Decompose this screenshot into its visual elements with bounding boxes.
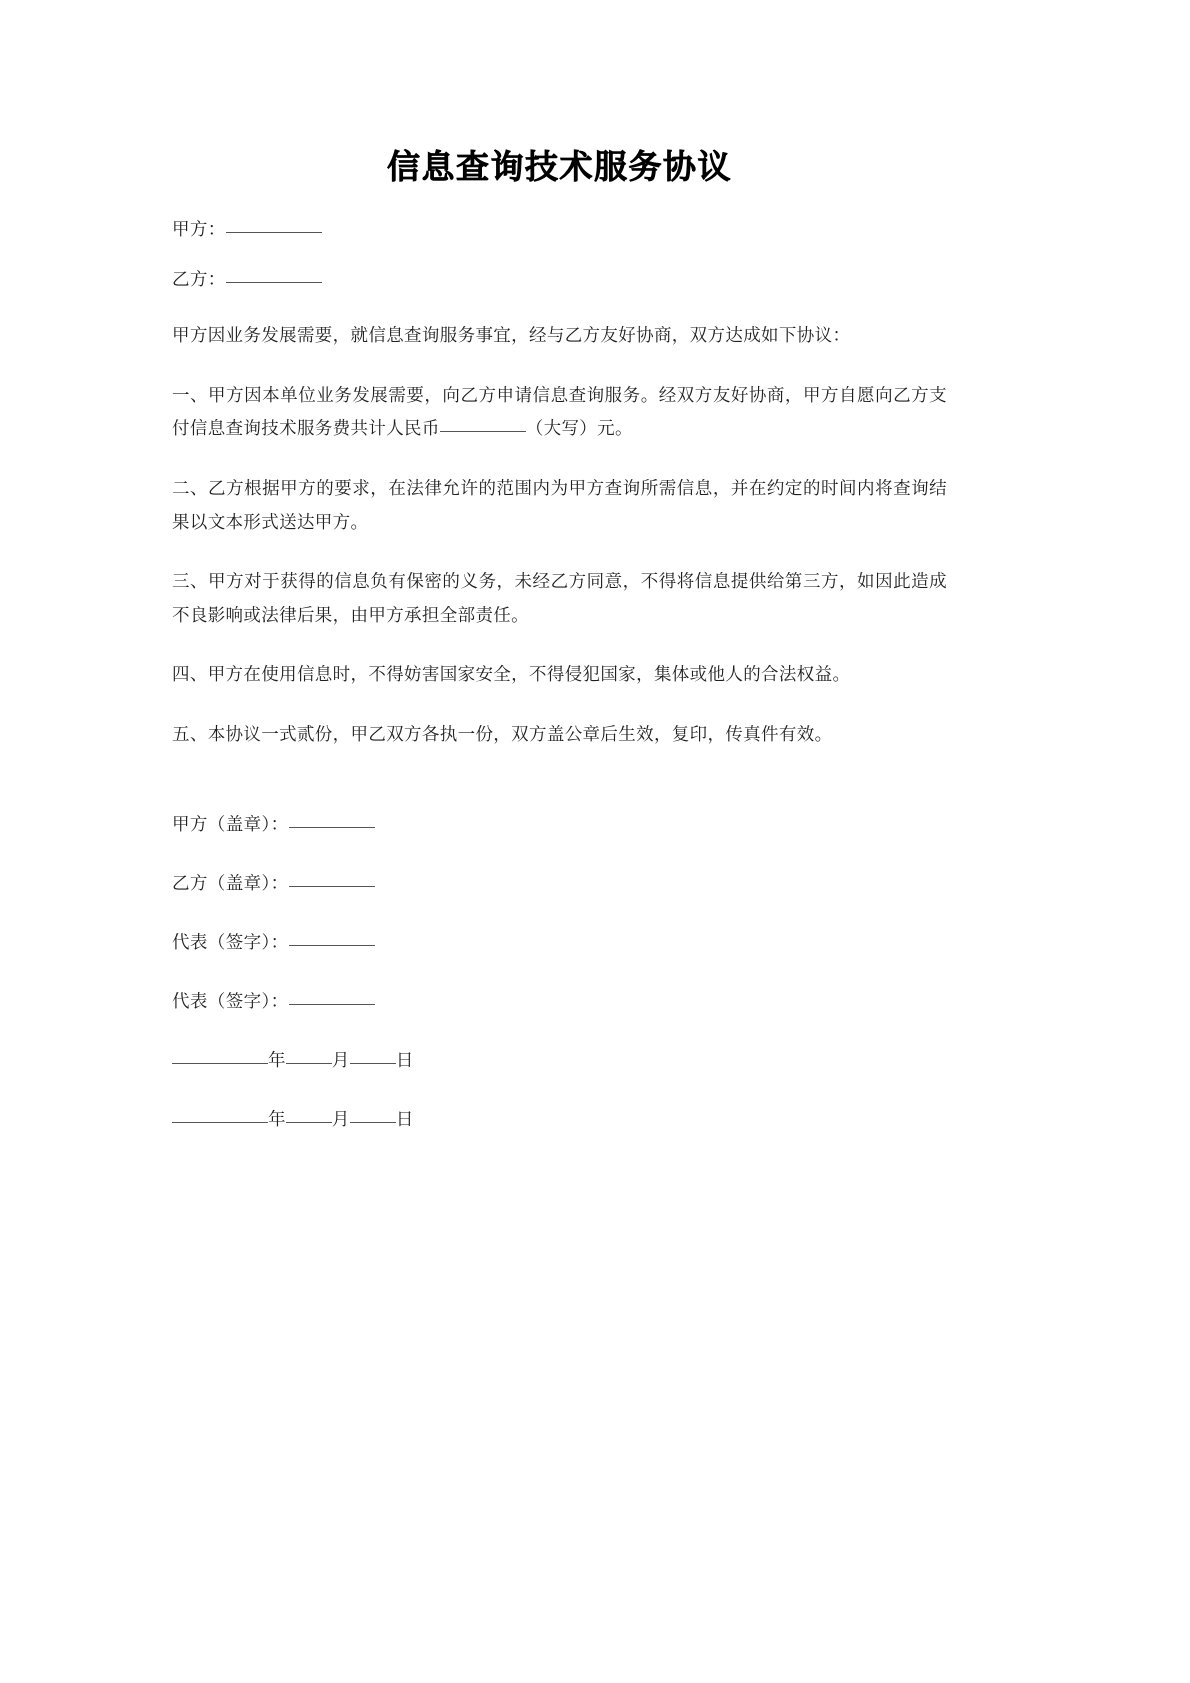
- signature-representative-a-blank[interactable]: [289, 945, 375, 946]
- date-b-year-blank[interactable]: [172, 1122, 268, 1123]
- date-line-a: [172, 1015, 947, 1074]
- date-a-day-blank[interactable]: [350, 1063, 396, 1064]
- party-a-line: [172, 189, 947, 243]
- signature-representative-a: [172, 897, 947, 956]
- signature-representative-b-blank[interactable]: [289, 1004, 375, 1005]
- signature-representative-a-label: 代表（签字）：: [172, 931, 289, 952]
- clause-1-amount-blank[interactable]: [440, 431, 526, 432]
- party-b-line: [172, 243, 947, 293]
- date-b-year-label: 年: [268, 1108, 286, 1129]
- date-b-month-label: 月: [331, 1108, 350, 1129]
- party-a-label: 甲方：: [172, 219, 226, 240]
- clause-2-paragraph: 二、乙方根据甲方的要求，在法律允许的范围内为甲方查询所需信息，并在约定的时间内将查询结果以文本形式送达甲方。: [172, 478, 947, 532]
- clause-4-paragraph: 四、甲方在使用信息时，不得妨害国家安全，不得侵犯国家，集体或他人的合法权益。: [172, 664, 851, 685]
- clause-1-text-before-blank: 一、甲方因本单位业务发展需要，向乙方申请信息查询服务。经双方友好协商，甲方自愿向乙方支付信息查询技术服务费共计人民币: [172, 384, 947, 439]
- signature-party-b-seal-blank[interactable]: [289, 886, 375, 887]
- page-title: 信息查询技术服务协议: [387, 150, 732, 186]
- preamble-paragraph: 甲方因业务发展需要，就信息查询服务事宜，经与乙方友好协商，双方达成如下协议：: [172, 325, 851, 346]
- signature-party-a-seal-blank[interactable]: [289, 827, 375, 828]
- date-a-year-blank[interactable]: [172, 1063, 268, 1064]
- date-b-day-blank[interactable]: [350, 1122, 396, 1123]
- date-line-b: [172, 1074, 947, 1133]
- date-a-month-label: 月: [331, 1049, 350, 1070]
- clause-1-paragraph: [172, 353, 947, 446]
- party-a-blank[interactable]: [226, 232, 322, 233]
- signature-representative-b: [172, 956, 947, 1015]
- clause-1-text-after-blank: （大写）元。: [525, 418, 633, 439]
- clause-3-paragraph: 三、甲方对于获得的信息负有保密的义务，未经乙方同意，不得将信息提供给第三方，如因此造成不良影响或法律后果，由甲方承担全部责任。: [172, 571, 947, 625]
- party-b-blank[interactable]: [226, 282, 322, 283]
- document-content: [172, 0, 947, 1133]
- date-a-month-blank[interactable]: [286, 1063, 332, 1064]
- date-b-month-blank[interactable]: [286, 1122, 332, 1123]
- signature-party-a-seal: [172, 810, 947, 838]
- date-a-day-label: 日: [395, 1049, 414, 1070]
- signature-party-b-seal: [172, 838, 947, 897]
- signature-block: [172, 752, 947, 1133]
- party-b-label: 乙方：: [172, 269, 226, 290]
- date-a-year-label: 年: [268, 1049, 286, 1070]
- clause-5-paragraph: 五、本协议一式贰份，甲乙双方各执一份，双方盖公章后生效，复印，传真件有效。: [172, 724, 833, 744]
- signature-party-b-seal-label: 乙方（盖章）：: [172, 872, 289, 893]
- signature-representative-b-label: 代表（签字）：: [172, 990, 289, 1011]
- signature-party-a-seal-label: 甲方（盖章）：: [172, 813, 289, 834]
- date-b-day-label: 日: [395, 1108, 414, 1129]
